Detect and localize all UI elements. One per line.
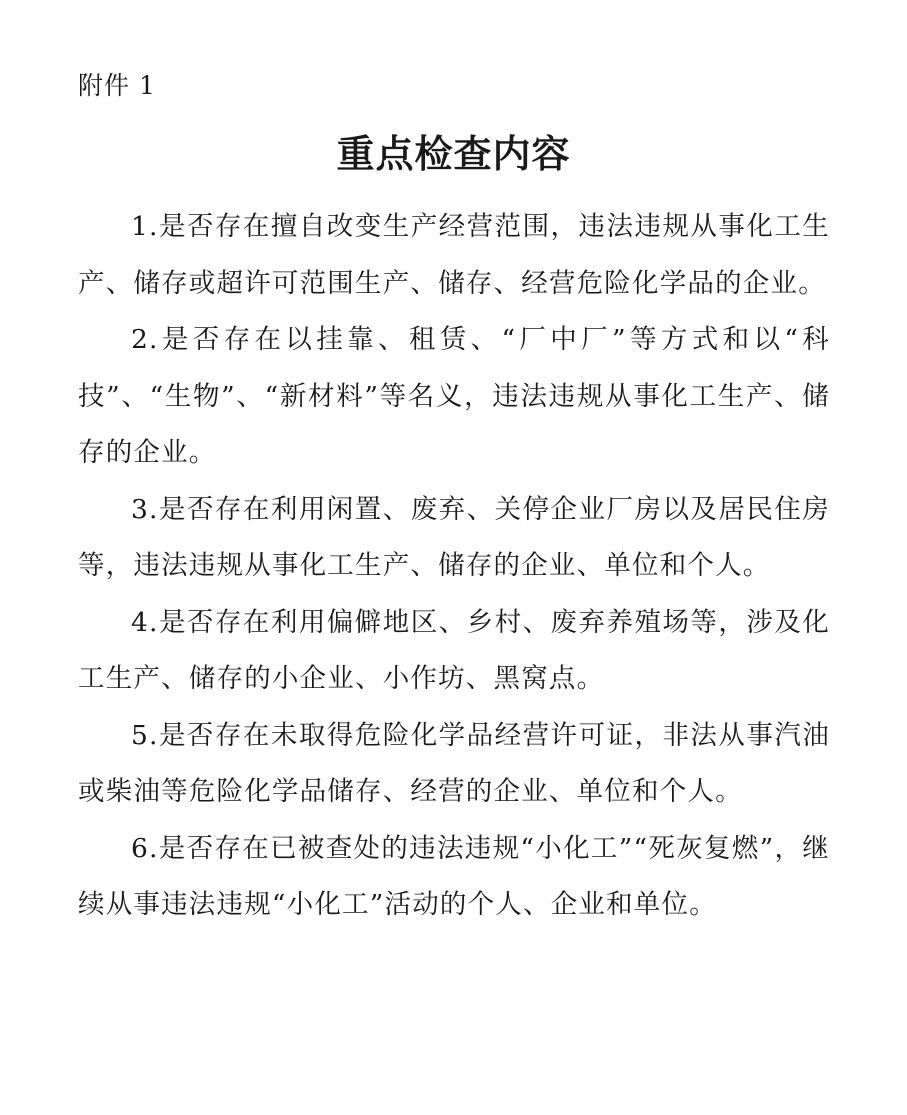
check-item-5: 5.是否存在未取得危险化学品经营许可证，非法从事汽油或柴油等危险化学品储存、经营的企业、单位和个人。 (78, 719, 830, 807)
check-item-4: 4.是否存在利用偏僻地区、乡村、废弃养殖场等，涉及化工生产、储存的小企业、小作坊、黑窝点。 (78, 606, 830, 694)
check-item-2: 2.是否存在以挂靠、租赁、“厂中厂”等方式和以“科技”、“生物”、“新材料”等名义，违法违规从事化工生产、储存的企业。 (78, 324, 830, 468)
attachment-label: 附件 1 (78, 71, 156, 100)
document-title: 重点检查内容 (336, 132, 571, 176)
check-item-1: 1.是否存在擅自改变生产经营范围，违法违规从事化工生产、储存或超许可范围生产、储存、经营危险化学品的企业。 (78, 211, 830, 299)
check-item-6: 6.是否存在已被查处的违法违规“小化工”“死灰复燃”，继续从事违法违规“小化工”活动的个人、企业和单位。 (78, 832, 830, 920)
check-item-3: 3.是否存在利用闲置、废弃、关停企业厂房以及居民住房等，违法违规从事化工生产、储存的企业、单位和个人。 (78, 493, 830, 581)
document-body (78, 199, 830, 934)
